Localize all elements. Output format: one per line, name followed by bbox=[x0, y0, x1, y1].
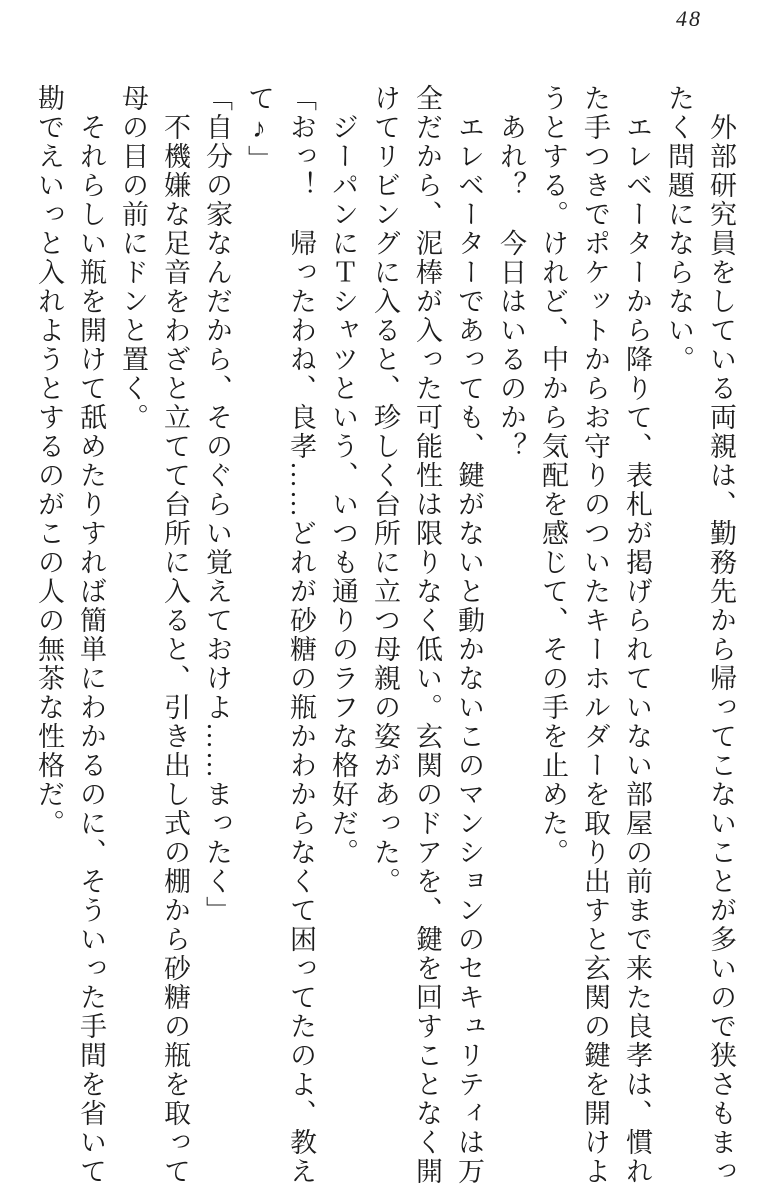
text-column: けてリビングに入ると、珍しく台所に立つ母親の姿があった。 bbox=[370, 84, 400, 896]
text-column: 勘でえいっと入れようとするのがこの人の無茶な性格だ。 bbox=[34, 84, 64, 838]
text-column: 「自分の家なんだから、そのぐらい覚えておけよ……まったく」 bbox=[202, 84, 232, 925]
text-column: エレベーターから降りて、表札が掲げられていない部屋の前まで来た良孝は、慣れ bbox=[622, 113, 652, 1186]
text-block bbox=[28, 84, 742, 1190]
text-column: て♪」 bbox=[244, 84, 274, 174]
text-column: たく問題にならない。 bbox=[664, 84, 694, 374]
text-column: 外部研究員をしている両親は、勤務先から帰ってこないことが多いので狭さもまっ bbox=[706, 113, 736, 1186]
text-column: た手つきでポケットからお守りのついたキーホルダーを取り出すと玄関の鍵を開けよ bbox=[580, 84, 610, 1186]
text-column: それらしい瓶を開けて舐めたりすれば簡単にわかるのに、そういった手間を省いて bbox=[76, 113, 106, 1186]
text-column: 「おっ！ 帰ったわね、良孝……どれが砂糖の瓶かわからなくて困ってたのよ、教え bbox=[286, 84, 316, 1186]
text-column: ジーパンにＴシャツという、いつも通りのラフな格好だ。 bbox=[328, 113, 358, 867]
text-column: うとする。けれど、中から気配を感じて、その手を止めた。 bbox=[538, 84, 568, 867]
text-column: エレベーターであっても、鍵がないと動かないこのマンションのセキュリティは万 bbox=[454, 113, 484, 1186]
text-column: 母の目の前にドンと置く。 bbox=[118, 84, 148, 432]
text-column: 不機嫌な足音をわざと立てて台所に入ると、引き出し式の棚から砂糖の瓶を取って bbox=[160, 113, 190, 1186]
page-number: 48 bbox=[676, 6, 702, 31]
text-column: あれ？ 今日はいるのか？ bbox=[496, 113, 526, 461]
text-column: 全だから、泥棒が入った可能性は限りなく低い。玄関のドアを、鍵を回すことなく開 bbox=[412, 84, 442, 1186]
